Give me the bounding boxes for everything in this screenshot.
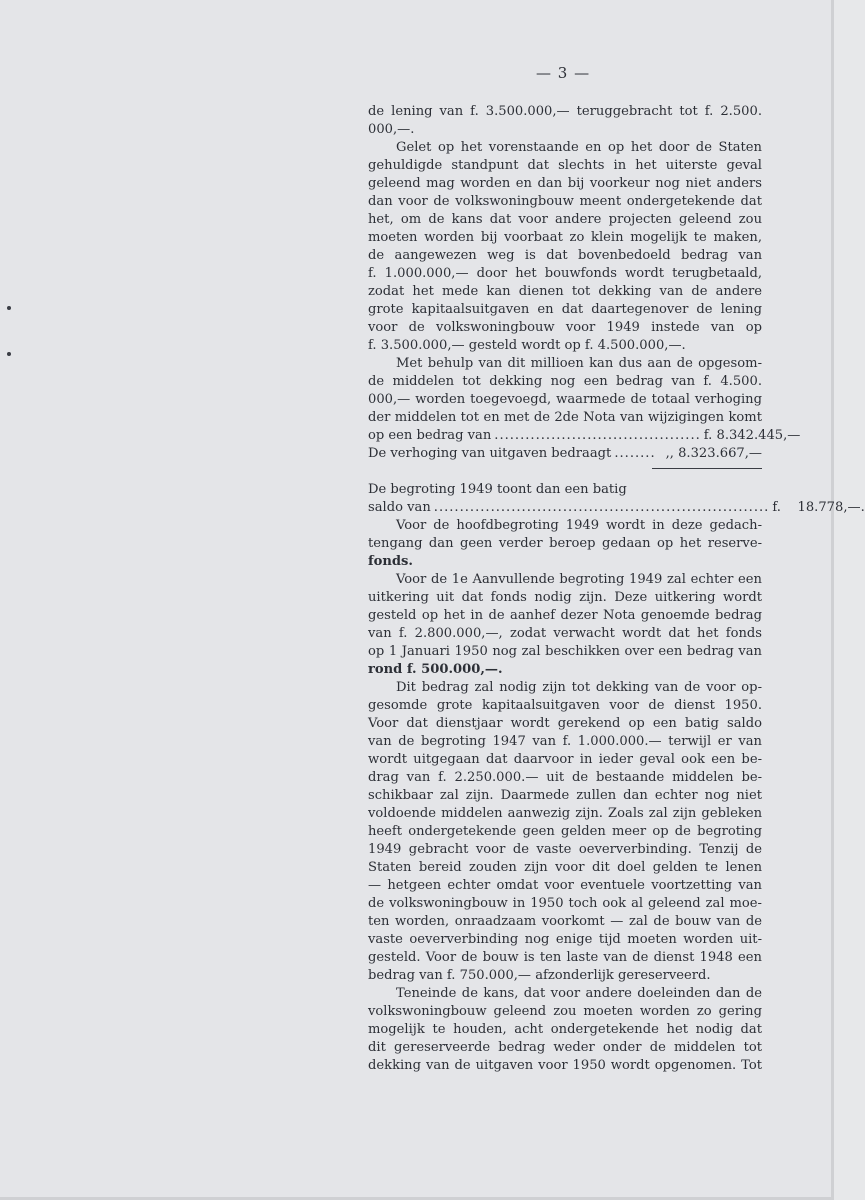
text-line: voor de volkswoningbouw voor 1949 instede van op — [368, 320, 762, 335]
amount-row-expenses — [368, 445, 762, 463]
dot-leader: ........................................ — [494, 428, 701, 443]
amount-label: op een bedrag van — [368, 428, 492, 443]
amount-row-saldo — [368, 499, 865, 517]
paragraph-start: Met behulp van dit millioen kan dus aan de opgesom- — [396, 356, 762, 371]
text-line: heeft ondergetekende geen gelden meer op de begroting — [368, 824, 762, 839]
text-line: volkswoningbouw geleend zou moeten worden zo gering — [368, 1004, 762, 1019]
amount-value: f. 8.342.445,— — [703, 428, 801, 443]
text-line: mogelijk te houden, acht ondergetekende het nodig dat — [368, 1022, 762, 1037]
page-number: — 3 — — [536, 64, 591, 82]
text-line: het, om de kans dat voor andere projecten geleend zou — [368, 212, 762, 227]
text-line: bedrag van f. 750.000,— afzonderlijk gereserveerd. — [368, 968, 711, 983]
text-line: moeten worden bij voorbaat zo klein mogelijk te maken, — [368, 230, 762, 245]
text-line: f. 1.000.000,— door het bouwfonds wordt terugbetaald, — [368, 266, 762, 281]
amount-row-total-income — [368, 427, 801, 445]
text-line: ten worden, onraadzaam voorkomt — zal de bouw van de — [368, 914, 762, 929]
text-line: schikbaar zal zijn. Daarmede zullen dan echter nog niet — [368, 788, 762, 803]
text-line: uitkering uit dat fonds nodig zijn. Deze uitkering wordt — [368, 590, 762, 605]
text-line: geleend mag worden en dan bij voorkeur nog niet anders — [368, 176, 762, 191]
text-line: 000,—. — [368, 122, 415, 137]
amount-value: f. 18.778,—. — [772, 500, 865, 515]
text-line: gesteld. Voor de bouw is ten laste van de dienst 1948 een — [368, 950, 762, 965]
text-line: fonds. — [368, 554, 413, 569]
dot-leader: ........ — [614, 446, 656, 461]
amount-label: saldo van — [368, 500, 431, 515]
margin-mark — [7, 352, 11, 356]
text-line: De begroting 1949 toont dan een batig — [368, 482, 627, 497]
text-line: 1949 gebracht voor de vaste oeververbinding. Tenzij de — [368, 842, 762, 857]
text-line: gehuldigde standpunt dat slechts in het uiterste geval — [368, 158, 762, 173]
text-line: Voor dat dienstjaar wordt gerekend op een batig saldo — [368, 716, 762, 731]
text-line: zodat het mede kan dienen tot dekking van de andere — [368, 284, 762, 299]
text-line: voldoende middelen aanwezig zijn. Zoals zal zijn gebleken — [368, 806, 762, 821]
text-line: f. 3.500.000,— gesteld wordt op f. 4.500.000,—. — [368, 338, 686, 353]
text-line: dit gereserveerde bedrag weder onder de middelen tot — [368, 1040, 762, 1055]
text-line: tengang dan geen verder beroep gedaan op het reserve- — [368, 536, 762, 551]
paragraph-start: Teneinde de kans, dat voor andere doeleinden dan de — [396, 986, 762, 1001]
text-line: der middelen tot en met de 2de Nota van wijzigingen komt — [368, 410, 762, 425]
dot-leader: ................................................................. — [433, 500, 770, 515]
amount-value: ,, 8.323.667,— — [665, 446, 762, 461]
text-line: van de begroting 1947 van f. 1.000.000.— terwijl er van — [368, 734, 762, 749]
text-line: vaste oeververbinding nog enige tijd moeten worden uit- — [368, 932, 762, 947]
text-line: — hetgeen echter omdat voor eventuele voortzetting van — [368, 878, 762, 893]
text-line: wordt uitgegaan dat daarvoor in ieder geval ook een be- — [368, 752, 762, 767]
text-line: de volkswoningbouw in 1950 toch ook al geleend zal moe- — [368, 896, 762, 911]
text-line: gesomde grote kapitaalsuitgaven voor de dienst 1950. — [368, 698, 762, 713]
text-line: de aangewezen weg is dat bovenbedoeld bedrag van — [368, 248, 762, 263]
text-line: dan voor de volkswoningbouw meent ondergetekende dat — [368, 194, 762, 209]
text-line: de lening van f. 3.500.000,— teruggebracht tot f. 2.500. — [368, 104, 762, 119]
paragraph-start: Voor de hoofdbegroting 1949 wordt in deze gedach- — [396, 518, 762, 533]
margin-mark — [7, 306, 11, 310]
text-line: de middelen tot dekking nog een bedrag van f. 4.500. — [368, 374, 762, 389]
text-line: Staten bereid zouden zijn voor dit doel gelden te lenen — [368, 860, 762, 875]
paragraph-start: Gelet op het vorenstaande en op het door de Staten — [396, 140, 762, 155]
amount-label: De verhoging van uitgaven bedraagt — [368, 446, 612, 461]
sum-rule — [652, 468, 762, 469]
text-line: grote kapitaalsuitgaven en dat daartegenover de lening — [368, 302, 762, 317]
text-line: gesteld op het in de aanhef dezer Nota genoemde bedrag — [368, 608, 762, 623]
text-line: drag van f. 2.250.000.— uit de bestaande middelen be- — [368, 770, 762, 785]
text-line: 000,— worden toegevoegd, waarmede de totaal verhoging — [368, 392, 762, 407]
text-line: dekking van de uitgaven voor 1950 wordt opgenomen. Tot — [368, 1058, 762, 1073]
text-line: op 1 Januari 1950 nog zal beschikken over een bedrag van — [368, 644, 762, 659]
text-line: van f. 2.800.000,—, zodat verwacht wordt dat het fonds — [368, 626, 762, 641]
body-text — [368, 103, 865, 1075]
paragraph-start: Voor de 1e Aanvullende begroting 1949 zal echter een — [396, 572, 762, 587]
text-line: rond f. 500.000,—. — [368, 662, 503, 677]
paragraph-start: Dit bedrag zal nodig zijn tot dekking van de voor op- — [396, 680, 762, 695]
